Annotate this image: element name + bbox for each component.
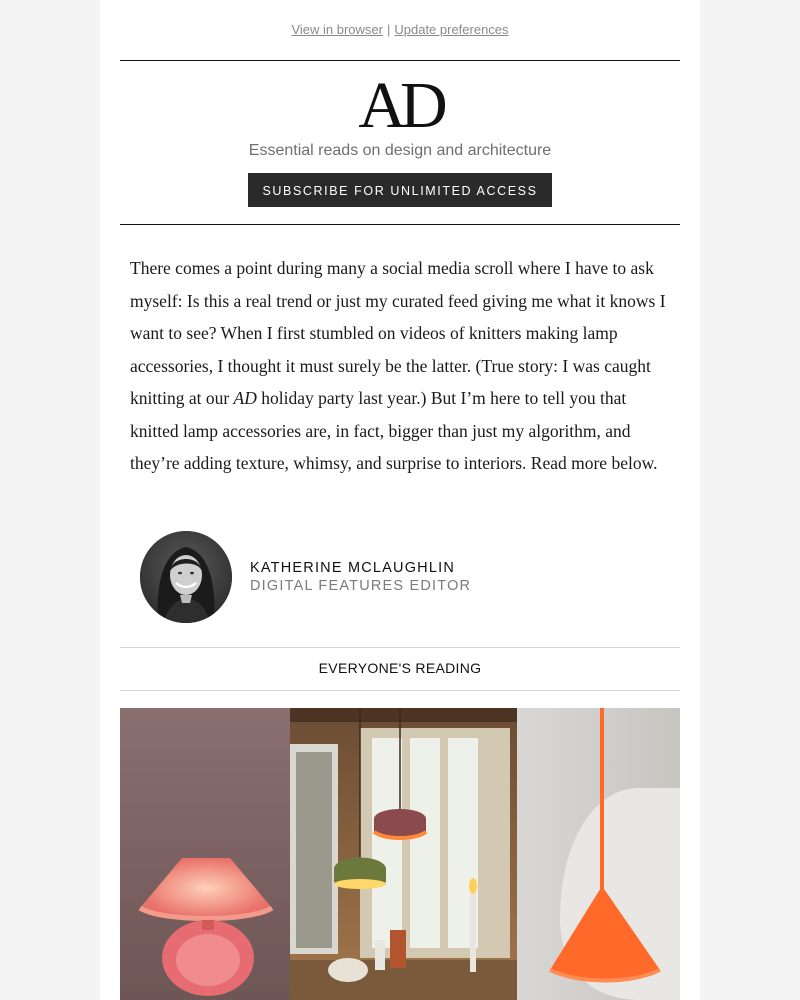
header-top-divider bbox=[120, 60, 680, 61]
intro-paragraph bbox=[130, 252, 675, 480]
author-role: DIGITAL FEATURES EDITOR bbox=[250, 578, 472, 594]
author-avatar bbox=[140, 531, 232, 623]
subscribe-button[interactable]: SUBSCRIBE FOR UNLIMITED ACCESS bbox=[248, 173, 552, 207]
header-bottom-divider bbox=[120, 224, 680, 225]
intro-text-part-1: There comes a point during many a social media scroll where I have to ask myself: Is this a real trend or just my curated feed giving me what it knows I want to see? When I first stumbled on videos of knitters making lamp accessories, I thought it must surely be the latter. (True story: I was caught knitting at our bbox=[130, 258, 666, 408]
section-bottom-divider bbox=[120, 690, 680, 691]
section-top-divider bbox=[120, 647, 680, 648]
author-name: KATHERINE MCLAUGHLIN bbox=[250, 560, 456, 576]
top-links bbox=[100, 22, 700, 37]
knitted-lamps-collage-image bbox=[120, 708, 680, 1000]
view-in-browser-link[interactable]: View in browser bbox=[291, 22, 383, 37]
ad-logo[interactable]: AD bbox=[358, 69, 442, 142]
hero-image-link[interactable] bbox=[120, 708, 680, 1000]
intro-text-part-2: holiday party last year.) But I’m here to tell you that knitted lamp accessories are, in fact, bigger than just my algorithm, and they’re adding texture, whimsy, and surprise to interiors. Read more below. bbox=[130, 388, 658, 473]
link-separator: | bbox=[386, 22, 391, 37]
email-container bbox=[100, 0, 700, 1000]
section-title: EVERYONE'S READING bbox=[318, 660, 482, 676]
update-preferences-link[interactable]: Update preferences bbox=[394, 22, 509, 37]
author-portrait-graphic bbox=[140, 531, 232, 623]
tagline: Essential reads on design and architecture bbox=[248, 142, 552, 159]
intro-emphasis: AD bbox=[233, 388, 257, 408]
